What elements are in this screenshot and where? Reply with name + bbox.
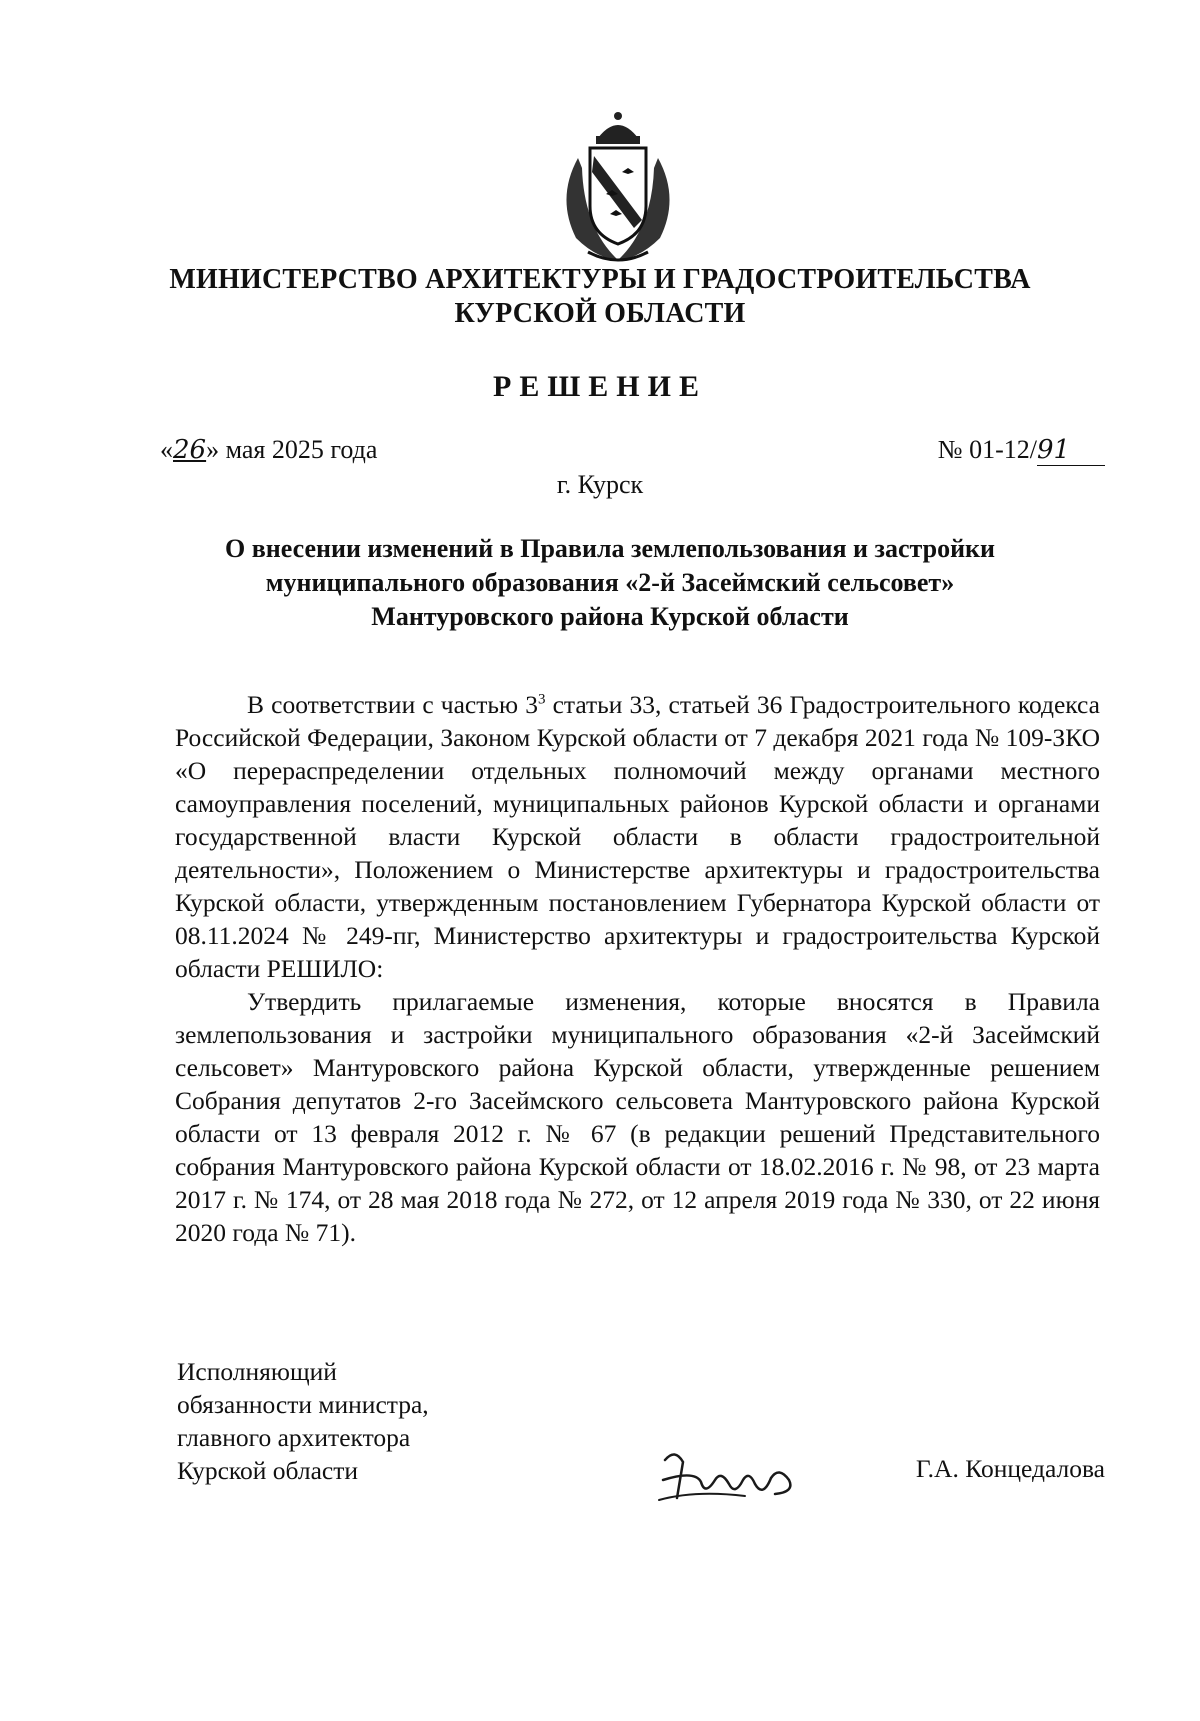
date-quote-open: « — [160, 435, 173, 464]
document-type: РЕШЕНИЕ — [493, 370, 707, 403]
signer-title-line4: Курской области — [177, 1456, 359, 1485]
organization-name-line2: КУРСКОЙ ОБЛАСТИ — [454, 298, 746, 329]
signer-title-line1: Исполняющий — [177, 1357, 337, 1386]
signer-name: Г.А. Концедалова — [915, 1454, 1105, 1483]
subject-line2: муниципального образования «2-й Засеймский сельсовет» — [265, 568, 955, 597]
handwritten-signature — [655, 1440, 805, 1510]
document-subject — [170, 532, 1050, 634]
body-paragraph-1 — [175, 688, 1100, 985]
number-handwritten: 91 — [1037, 435, 1105, 466]
signer-title-line2: обязанности министра, — [177, 1390, 429, 1419]
p1-superscript: 3 — [537, 691, 546, 708]
organization-name-line1: МИНИСТЕРСТВО АРХИТЕКТУРЫ И ГРАДОСТРОИТЕЛЬСТВА — [169, 264, 1031, 295]
body-paragraph-2: Утвердить прилагаемые изменения, которые вносятся в Правила землепользования и застройки муниципального образования «2-й Засеймский сельсовет» Мантуровского района Курской области, утвержденные решением Собрания депутатов 2-го Засеймского сельсовета Мантуровского района Курской области от 13 февраля 2012 г. № 67 (в редакции решений Представительного собрания Мантуровского района Курской области от 18.02.2016 г. № 98, от 23 марта 2017 г. № 174, от 28 мая 2018 года № 272, от 12 апреля 2019 года № 330, от 22 июня 2020 года № 71). — [175, 987, 1100, 1247]
date-day-handwritten: 26 — [173, 435, 207, 465]
subject-line3: Мантуровского района Курской области — [371, 602, 849, 631]
signer-title-line3: главного архитектора — [177, 1423, 411, 1452]
p1-part2: статьи 33, статьей 36 Градостроительного кодекса Российской Федерации, Законом Курской области от 7 декабря 2021 года № 109-ЗКО «О перераспределении отдельных полномочий между органами местного самоуправления поселений, муниципальных районов Курской области и органами государственной власти Курской области в области градостроительной деятельности», Положением о Министерстве архитектуры и градостроительства Курской области, утвержденным постановлением Губернатора Курской области от 08.11.2024 № 249-пг, Министерство архитектуры и градостроительства Курской области РЕШИЛО: — [175, 690, 1100, 983]
subject-line1: О внесении изменений в Правила землепользования и застройки — [224, 534, 996, 563]
p1-part1: В соответствии с частью 3 — [247, 690, 538, 719]
document-body — [175, 688, 1100, 1249]
signer-title — [177, 1355, 557, 1487]
number-prefix: № 01-12/ — [937, 435, 1037, 464]
document-date — [160, 435, 377, 465]
date-rest: » мая 2025 года — [206, 435, 378, 464]
document-number — [938, 435, 1105, 466]
city: г. Курск — [556, 470, 644, 499]
coat-of-arms-icon — [548, 108, 688, 268]
